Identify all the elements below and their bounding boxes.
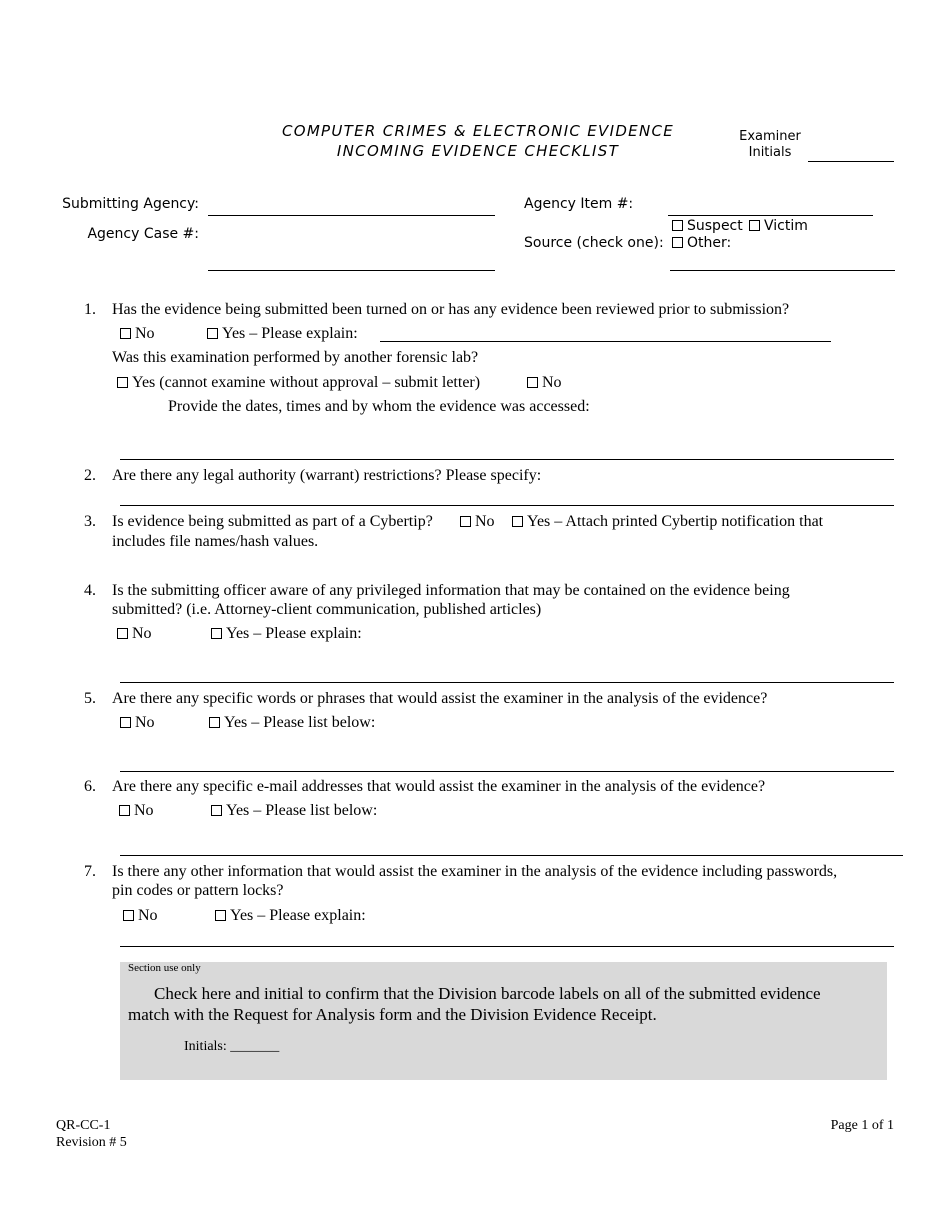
section-label: Section use only [128, 962, 201, 974]
q3-no-option[interactable] [460, 512, 495, 531]
q2-specify-field[interactable] [120, 505, 894, 506]
source-other-field[interactable] [670, 270, 895, 271]
source-suspect-option[interactable] [672, 218, 743, 234]
q5-number: 5. [84, 690, 96, 707]
q1-sub-yes-label: Yes (cannot examine without approval – submit letter) [132, 374, 481, 391]
q1-yes-checkbox[interactable] [207, 328, 218, 339]
q5-no-option[interactable] [120, 713, 155, 732]
agency-item-label: Agency Item #: [524, 196, 634, 212]
q6-list-field[interactable] [120, 855, 903, 856]
q5-yes-option[interactable] [209, 713, 375, 732]
q1-no-checkbox[interactable] [120, 328, 131, 339]
q7-no-option[interactable] [123, 906, 158, 925]
initials-label: Initials [748, 145, 792, 160]
q5-yes-label: Yes – Please list below: [224, 714, 376, 731]
q6-no-label: No [134, 802, 154, 819]
form-id: QR-CC-1 [56, 1118, 111, 1133]
q6-yes-option[interactable] [211, 801, 377, 820]
other-label: Other: [687, 235, 732, 251]
section-use-only-box [120, 962, 887, 1080]
q7-yes-label: Yes – Please explain: [230, 907, 366, 924]
source-victim-option[interactable] [749, 218, 808, 234]
agency-case-label: Agency Case #: [87, 226, 199, 242]
q7-yes-option[interactable] [215, 906, 366, 925]
q3-text-cont: includes file names/hash values. [112, 533, 319, 550]
q6-yes-label: Yes – Please list below: [226, 802, 378, 819]
source-other-option[interactable] [672, 235, 731, 251]
q3-yes-option[interactable] [512, 512, 823, 531]
section-initials-field[interactable]: Initials: _______ [184, 1039, 280, 1054]
q7-number: 7. [84, 863, 96, 880]
q1-sub-no-option[interactable] [527, 373, 562, 392]
victim-checkbox[interactable] [749, 220, 760, 231]
q1-number: 1. [84, 301, 96, 318]
q4-yes-option[interactable] [211, 624, 362, 643]
examiner-initials-field[interactable] [808, 161, 894, 162]
q4-yes-label: Yes – Please explain: [226, 625, 362, 642]
q3-no-checkbox[interactable] [460, 516, 471, 527]
q1-sub-question: Was this examination performed by another forensic lab? [112, 349, 479, 366]
submitting-agency-label: Submitting Agency: [62, 196, 199, 212]
q7-no-label: No [138, 907, 158, 924]
suspect-checkbox[interactable] [672, 220, 683, 231]
q6-no-option[interactable] [119, 801, 154, 820]
q1-yes-option[interactable] [207, 324, 358, 343]
q4-number: 4. [84, 582, 96, 599]
other-checkbox[interactable] [672, 237, 683, 248]
q6-number: 6. [84, 778, 96, 795]
q1-sub-yes-checkbox[interactable] [117, 377, 128, 388]
q7-explain-field[interactable] [120, 946, 894, 947]
q3-yes-checkbox[interactable] [512, 516, 523, 527]
q4-text: Is the submitting officer aware of any privileged information that may be contained on the evidence being [112, 582, 790, 599]
q3-number: 3. [84, 513, 96, 530]
q5-list-field[interactable] [120, 771, 894, 772]
suspect-label: Suspect [687, 218, 743, 234]
q1-explain-field[interactable] [380, 341, 831, 342]
q1-no-label: No [135, 325, 155, 342]
q7-text: Is there any other information that would assist the examiner in the analysis of the evidence including passwords, [112, 863, 838, 880]
q1-text: Has the evidence being submitted been turned on or has any evidence been reviewed prior to submission? [112, 301, 790, 318]
q5-yes-checkbox[interactable] [209, 717, 220, 728]
q2-number: 2. [84, 467, 96, 484]
agency-case-field[interactable] [208, 270, 495, 271]
q5-text: Are there any specific words or phrases that would assist the examiner in the analysis of the evidence? [112, 690, 768, 707]
q1-yes-label: Yes – Please explain: [222, 325, 358, 342]
agency-item-field[interactable] [668, 215, 873, 216]
page-number: Page 1 of 1 [830, 1118, 894, 1133]
q4-text-cont: submitted? (i.e. Attorney-client communication, published articles) [112, 601, 542, 618]
examiner-label: Examiner [739, 129, 801, 144]
q1-sub-no-label: No [542, 374, 562, 391]
q7-yes-checkbox[interactable] [215, 910, 226, 921]
q1-access-field[interactable] [120, 459, 894, 460]
q1-sub-yes-option[interactable] [117, 373, 480, 392]
submitting-agency-field[interactable] [208, 215, 495, 216]
q3-yes-label: Yes – Attach printed Cybertip notification that [527, 513, 824, 530]
q7-no-checkbox[interactable] [123, 910, 134, 921]
q1-sub-no-checkbox[interactable] [527, 377, 538, 388]
q5-no-label: No [135, 714, 155, 731]
q3-no-label: No [475, 513, 495, 530]
q4-explain-field[interactable] [120, 682, 894, 683]
q6-yes-checkbox[interactable] [211, 805, 222, 816]
q4-no-label: No [132, 625, 152, 642]
q2-text: Are there any legal authority (warrant) restrictions? Please specify: [112, 467, 542, 484]
q6-no-checkbox[interactable] [119, 805, 130, 816]
victim-label: Victim [764, 218, 808, 234]
section-confirm-line1: Check here and initial to confirm that the Division barcode labels on all of the submitted evidence [154, 984, 821, 1003]
revision-number: Revision # 5 [56, 1135, 127, 1150]
q4-no-option[interactable] [117, 624, 152, 643]
q5-no-checkbox[interactable] [120, 717, 131, 728]
q6-text: Are there any specific e-mail addresses that would assist the examiner in the analysis of the evidence? [112, 778, 766, 795]
q3-text: Is evidence being submitted as part of a Cybertip? [112, 513, 433, 530]
form-title-line2: INCOMING EVIDENCE CHECKLIST [336, 142, 620, 160]
q4-no-checkbox[interactable] [117, 628, 128, 639]
q1-no-option[interactable] [120, 324, 155, 343]
source-label: Source (check one): [524, 235, 664, 251]
q7-text-cont: pin codes or pattern locks? [112, 882, 284, 899]
section-confirm-line2: match with the Request for Analysis form and the Division Evidence Receipt. [128, 1005, 657, 1024]
q1-provide-text: Provide the dates, times and by whom the evidence was accessed: [168, 398, 590, 415]
form-title-line1: COMPUTER CRIMES & ELECTRONIC EVIDENCE [281, 122, 675, 140]
q4-yes-checkbox[interactable] [211, 628, 222, 639]
